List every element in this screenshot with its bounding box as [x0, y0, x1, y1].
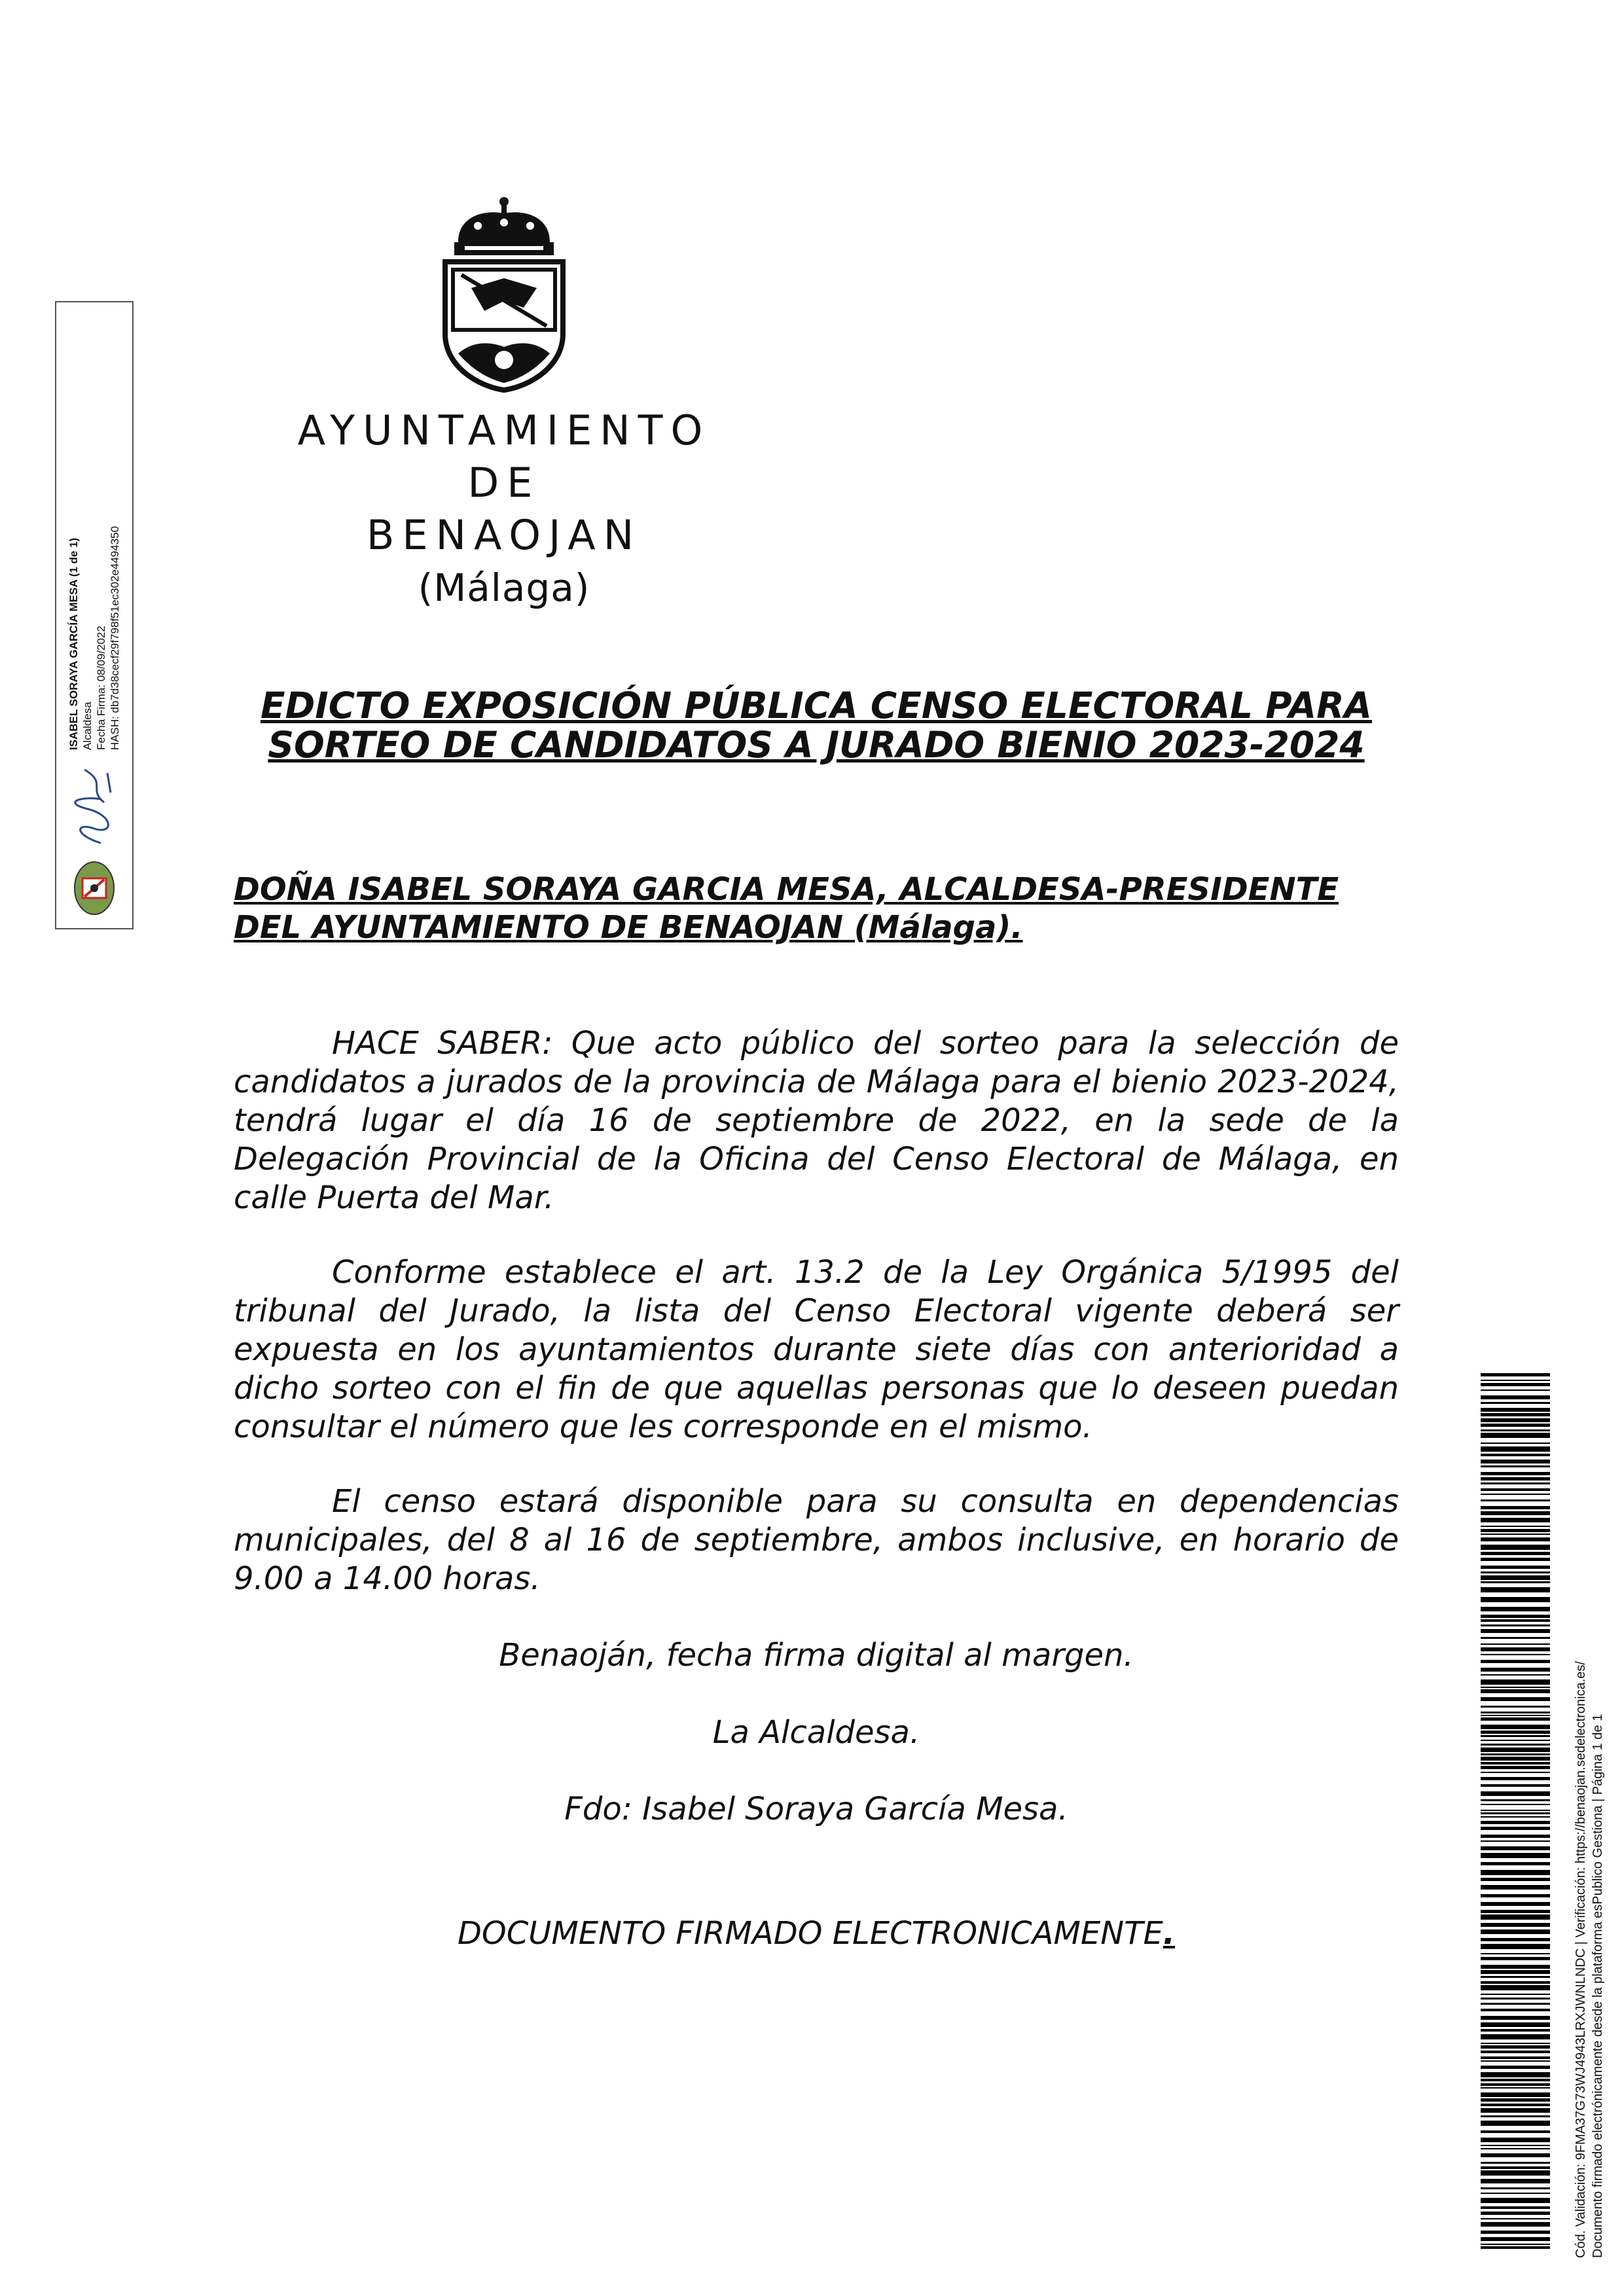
signature-stamp — [55, 301, 134, 929]
signed-by-line: Fdo: Isabel Soraya García Mesa. — [564, 1791, 1068, 1827]
signature-hash: HASH: db7d38cecf29f798f51ec302e4494350 — [109, 526, 121, 750]
verification-code: Cód. Validación: 9FMA37G73WJ4943LRXJWNLNDC | Verificación: https://benaojan.sedelectronica.es/ — [1574, 1661, 1588, 2258]
org-name-line1: AYUNTAMIENTO — [297, 406, 711, 454]
paragraph-conforme: Conforme establece el art. 13.2 de la Ley Orgánica 5/1995 del tribunal del Jurado, la lista del Censo Electoral vigente deberá ser expuesta en los ayuntamientos durante siete días con anterioridad a dicho sorteo con el fin de que aquellas personas que lo deseen puedan consultar el número que les corresponde en el mismo. — [234, 1254, 1399, 1445]
barcode-icon — [1481, 1373, 1550, 2250]
electronic-signature-note — [234, 1914, 1399, 1953]
electronic-note-text: DOCUMENTO FIRMADO ELECTRONICAMENTE — [457, 1915, 1163, 1952]
municipal-crest-icon — [432, 196, 576, 393]
document-subtitle: DOÑA ISABEL SORAYA GARCIA MESA, ALCALDESA-PRESIDENTE DEL AYUNTAMIENTO DE BENAOJAN (Málaga). — [234, 871, 1339, 946]
handwritten-signature-icon — [68, 763, 120, 848]
place-date: Benaoján, fecha firma digital al margen. — [499, 1637, 1134, 1674]
organization-header — [216, 404, 792, 614]
signer-name: ISABEL SORAYA GARCÍA MESA (1 de 1) — [67, 537, 80, 750]
signer-role-line: La Alcaldesa. — [712, 1714, 920, 1751]
signature-details — [67, 526, 122, 750]
org-name-line3: BENAOJAN — [366, 511, 642, 559]
small-crest-icon — [71, 860, 117, 916]
signer-role: Alcaldesa — [81, 702, 94, 750]
verification-platform: Documento firmado electrónicamente desde la plataforma esPublico Gestiona | Página 1 de 1 — [1591, 1713, 1605, 2258]
signature-date: Fecha Firma: 08/09/2022 — [95, 626, 107, 750]
verification-strip — [1566, 1473, 1624, 2258]
org-name-line2: DE — [467, 459, 541, 507]
org-province: (Málaga) — [418, 565, 590, 610]
paragraph-hace-saber: HACE SABER: Que acto público del sorteo para la selección de candidatos a jurados de la provincia de Málaga para el bienio 2023-2024, tendrá lugar el día 16 de septiembre de 2022, en la sede de la Delegación Provincial de la Oficina del Censo Electoral de Málaga, en calle Puerta del Mar. — [234, 1025, 1399, 1216]
paragraph-censo-disponible: El censo estará disponible para su consulta en dependencias municipales, del 8 al 16 de septiembre, ambos inclusive, en horario de 9.00 a 14.00 horas. — [234, 1483, 1399, 1597]
document-title: EDICTO EXPOSICIÓN PÚBLICA CENSO ELECTORAL PARA SORTEO DE CANDIDATOS A JURADO BIENIO 2023-2024 — [261, 685, 1372, 766]
electronic-note-dot: . — [1163, 1915, 1176, 1952]
